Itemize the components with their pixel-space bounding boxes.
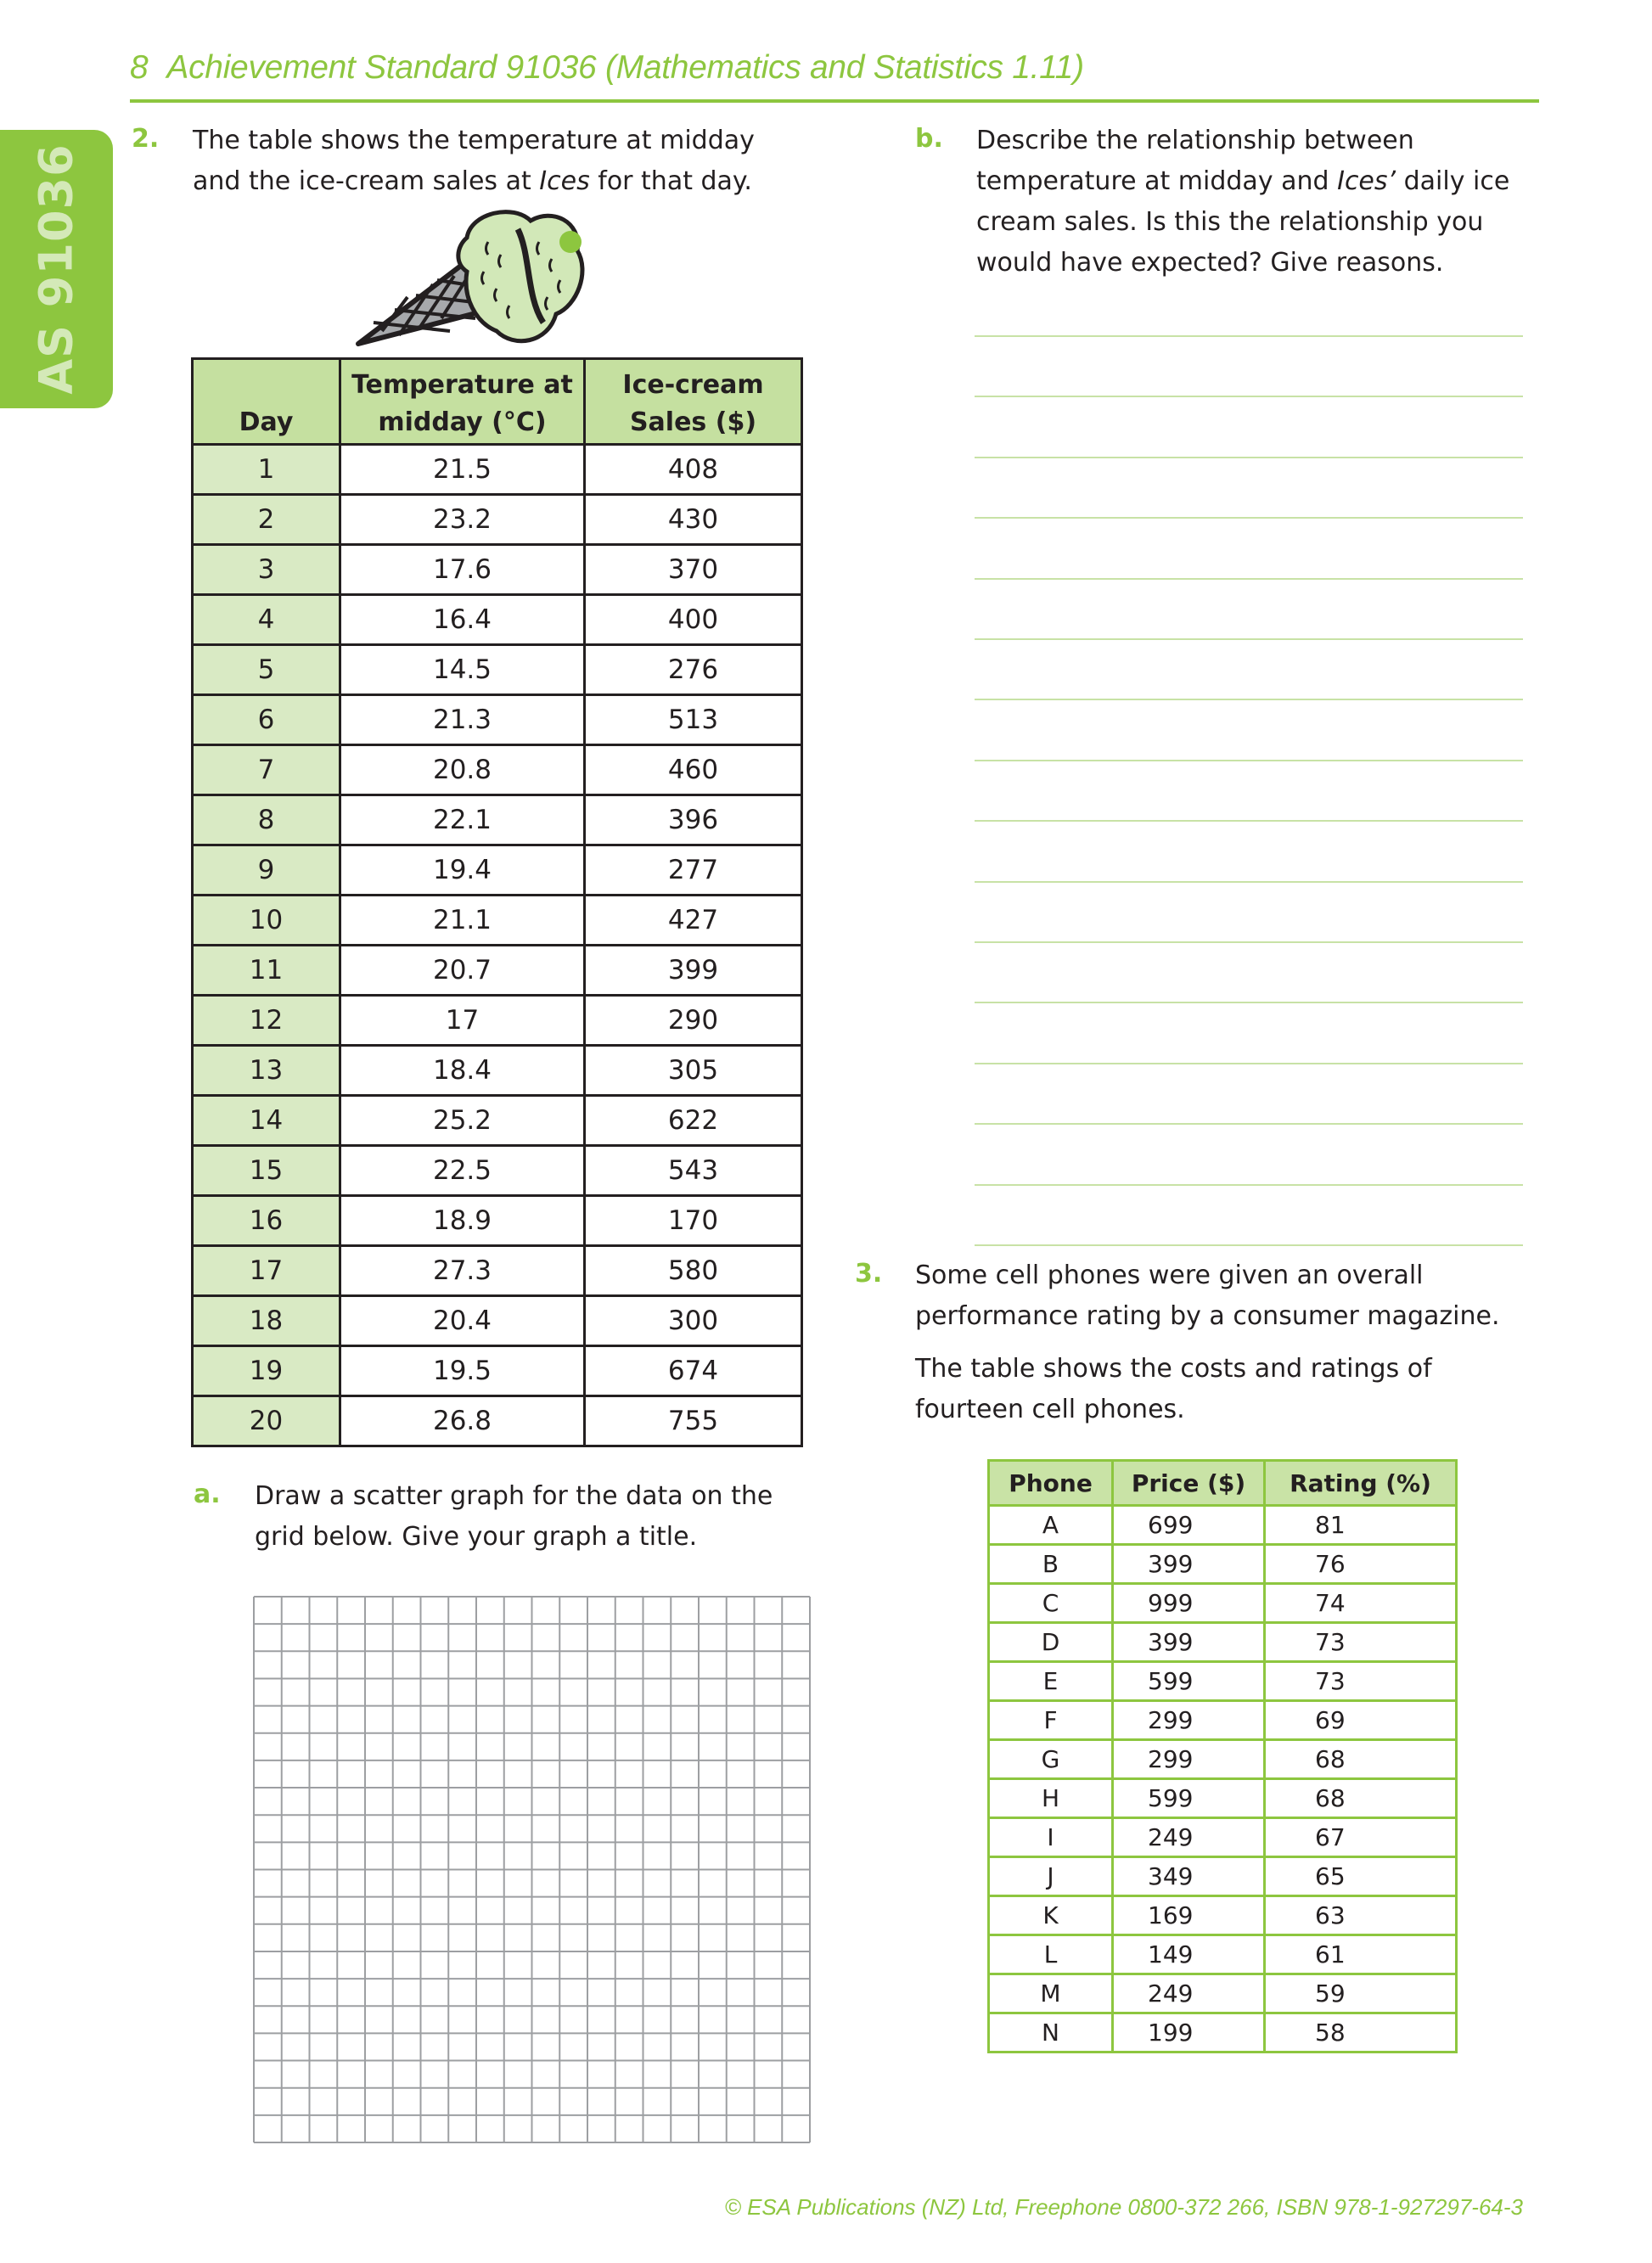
cell-temperature: 22.1 [340, 795, 585, 845]
answer-line[interactable] [975, 881, 1523, 883]
part-a-line-2: grid below. Give your graph a title. [255, 1522, 698, 1552]
cell-day: 14 [193, 1096, 340, 1146]
cell-day: 15 [193, 1146, 340, 1196]
cell-rating: 61 [1265, 1935, 1457, 1974]
cell-temperature: 25.2 [340, 1096, 585, 1146]
cell-day: 9 [193, 845, 340, 896]
cell-phone: I [989, 1818, 1113, 1857]
cell-phone: F [989, 1701, 1113, 1740]
part-b-line-3: cream sales. Is this the relationship you [976, 207, 1484, 237]
cell-price: 599 [1113, 1779, 1265, 1818]
header-day [193, 359, 340, 445]
cell-rating: 59 [1265, 1974, 1457, 2013]
cell-day: 11 [193, 946, 340, 996]
cell-temperature: 22.5 [340, 1146, 585, 1196]
cell-sales: 430 [585, 495, 802, 545]
cell-phone: E [989, 1662, 1113, 1701]
cell-temperature: 19.5 [340, 1346, 585, 1396]
cell-price: 399 [1113, 1545, 1265, 1584]
cell-day: 10 [193, 896, 340, 946]
answer-line[interactable] [975, 335, 1523, 337]
cell-price: 699 [1113, 1506, 1265, 1545]
table-row [193, 745, 802, 795]
cell-sales: 580 [585, 1246, 802, 1296]
table-row [193, 645, 802, 695]
table-row [193, 795, 802, 845]
cell-phone: B [989, 1545, 1113, 1584]
question-3-line-4: fourteen cell phones. [915, 1395, 1185, 1424]
cell-price: 599 [1113, 1662, 1265, 1701]
cell-phone: M [989, 1974, 1113, 2013]
table-row [193, 896, 802, 946]
question-3-line-1: Some cell phones were given an overall [915, 1261, 1424, 1290]
page-title: Achievement Standard 91036 (Mathematics and Statistics 1.11) [166, 49, 1084, 86]
graph-grid[interactable] [253, 1596, 811, 2143]
cell-phone: C [989, 1584, 1113, 1623]
table-row [193, 1146, 802, 1196]
answer-line[interactable] [975, 941, 1523, 943]
question-3-line-3: The table shows the costs and ratings of [915, 1354, 1432, 1384]
cell-phone: K [989, 1896, 1113, 1935]
table-row [193, 1196, 802, 1246]
cell-rating: 73 [1265, 1662, 1457, 1701]
cell-day: 19 [193, 1346, 340, 1396]
answer-line[interactable] [975, 1063, 1523, 1064]
cell-rating: 68 [1265, 1740, 1457, 1779]
side-tab [0, 130, 113, 408]
ices-italic: Ices’ [1337, 166, 1396, 196]
part-a-label: a. [194, 1480, 221, 1509]
cell-rating: 58 [1265, 2013, 1457, 2052]
question-2-line-2 [193, 161, 787, 202]
cell-price: 249 [1113, 1818, 1265, 1857]
table-row [989, 1584, 1457, 1623]
part-b-text [976, 121, 1554, 284]
table-row [989, 1857, 1457, 1896]
cell-day: 16 [193, 1196, 340, 1246]
cell-price: 169 [1113, 1896, 1265, 1935]
header-phone: Phone [989, 1461, 1113, 1506]
text-run: and the ice-cream sales at [193, 166, 540, 196]
cell-day: 8 [193, 795, 340, 845]
table-row [989, 1740, 1457, 1779]
answer-line[interactable] [975, 638, 1523, 640]
cell-temperature: 21.3 [340, 695, 585, 745]
answer-line[interactable] [975, 760, 1523, 761]
answer-line[interactable] [975, 1244, 1523, 1246]
table-row [989, 1545, 1457, 1584]
table-row [989, 2013, 1457, 2052]
ices-italic: Ices [539, 166, 590, 196]
cell-rating: 74 [1265, 1584, 1457, 1623]
cell-temperature: 17 [340, 996, 585, 1046]
cell-price: 299 [1113, 1740, 1265, 1779]
cell-day: 20 [193, 1396, 340, 1446]
header-rating: Rating (%) [1265, 1461, 1457, 1506]
cell-sales: 427 [585, 896, 802, 946]
cell-temperature: 18.9 [340, 1196, 585, 1246]
cell-sales: 755 [585, 1396, 802, 1446]
part-a-line-1: Draw a scatter graph for the data on the [255, 1481, 773, 1511]
cell-price: 149 [1113, 1935, 1265, 1974]
cell-temperature: 17.6 [340, 545, 585, 595]
cell-day: 4 [193, 595, 340, 645]
table-row [193, 1346, 802, 1396]
table-row [989, 1974, 1457, 2013]
table-header-row [989, 1461, 1457, 1506]
cell-day: 6 [193, 695, 340, 745]
part-b-line-4: would have expected? Give reasons. [976, 248, 1444, 278]
cell-day: 17 [193, 1246, 340, 1296]
footer-copyright: © ESA Publications (NZ) Ltd, Freephone 0800-372 266, ISBN 978-1-927297-64-3 [724, 2194, 1523, 2220]
cell-temperature: 23.2 [340, 495, 585, 545]
table-row [193, 695, 802, 745]
header-text: Sales ($) [629, 407, 757, 437]
cell-day: 2 [193, 495, 340, 545]
question-3-text [915, 1255, 1560, 1430]
cell-sales: 305 [585, 1046, 802, 1096]
question-2-line-1: The table shows the temperature at midday [193, 126, 755, 155]
cell-day: 13 [193, 1046, 340, 1096]
cell-day: 3 [193, 545, 340, 595]
cell-rating: 63 [1265, 1896, 1457, 1935]
table-row [193, 595, 802, 645]
table-row [193, 545, 802, 595]
answer-line[interactable] [975, 1002, 1523, 1003]
header-rule [130, 99, 1539, 103]
cell-sales: 408 [585, 445, 802, 495]
cell-phone: A [989, 1506, 1113, 1545]
part-a-text [255, 1476, 815, 1558]
cell-phone: G [989, 1740, 1113, 1779]
cell-rating: 68 [1265, 1779, 1457, 1818]
cell-phone: L [989, 1935, 1113, 1974]
ice-cream-cone-icon [348, 204, 594, 352]
cell-sales: 396 [585, 795, 802, 845]
text-run: temperature at midday and [976, 166, 1338, 196]
cell-rating: 76 [1265, 1545, 1457, 1584]
answer-line[interactable] [975, 1184, 1523, 1186]
header-text: midday (°C) [378, 407, 547, 437]
question-3-line-2: performance rating by a consumer magazine. [915, 1301, 1500, 1331]
table-row [989, 1935, 1457, 1974]
cell-price: 249 [1113, 1974, 1265, 2013]
cell-day: 7 [193, 745, 340, 795]
table-row [193, 946, 802, 996]
table-row [193, 445, 802, 495]
cell-price: 999 [1113, 1584, 1265, 1623]
table-row [989, 1662, 1457, 1701]
cell-day: 5 [193, 645, 340, 695]
answer-line[interactable] [975, 699, 1523, 700]
cell-rating: 65 [1265, 1857, 1457, 1896]
table-row [193, 1096, 802, 1146]
cell-day: 12 [193, 996, 340, 1046]
side-tab-label: AS 91036 [29, 143, 83, 395]
table-row [989, 1896, 1457, 1935]
cell-temperature: 20.7 [340, 946, 585, 996]
header-text: Temperature at [351, 370, 573, 400]
question-2-number: 2. [132, 124, 160, 154]
cell-sales: 674 [585, 1346, 802, 1396]
table-row [193, 495, 802, 545]
cell-temperature: 21.1 [340, 896, 585, 946]
page-number: 8 [130, 49, 149, 86]
answer-line[interactable] [975, 820, 1523, 822]
cell-sales: 543 [585, 1146, 802, 1196]
cell-price: 299 [1113, 1701, 1265, 1740]
part-b-label: b. [915, 124, 943, 154]
cell-sales: 170 [585, 1196, 802, 1246]
cell-sales: 300 [585, 1296, 802, 1346]
answer-line[interactable] [975, 1123, 1523, 1125]
cell-sales: 290 [585, 996, 802, 1046]
table-row [989, 1779, 1457, 1818]
cell-price: 199 [1113, 2013, 1265, 2052]
table-row [989, 1701, 1457, 1740]
temperature-sales-table [191, 357, 803, 1447]
cell-temperature: 27.3 [340, 1246, 585, 1296]
cell-sales: 399 [585, 946, 802, 996]
table-row [193, 845, 802, 896]
text-run: for that day. [589, 166, 752, 196]
part-b-line-1: Describe the relationship between [976, 126, 1414, 155]
header-text: Day [239, 407, 294, 437]
cell-day: 18 [193, 1296, 340, 1346]
question-3-number: 3. [855, 1259, 883, 1289]
cell-temperature: 18.4 [340, 1046, 585, 1096]
page-header [130, 49, 1539, 87]
cell-sales: 460 [585, 745, 802, 795]
cell-sales: 370 [585, 545, 802, 595]
cell-phone: N [989, 2013, 1113, 2052]
cell-sales: 513 [585, 695, 802, 745]
answer-line[interactable] [975, 396, 1523, 397]
cell-rating: 73 [1265, 1623, 1457, 1662]
cell-sales: 277 [585, 845, 802, 896]
table-row [989, 1506, 1457, 1545]
cell-temperature: 16.4 [340, 595, 585, 645]
answer-line[interactable] [975, 457, 1523, 458]
table-row [989, 1623, 1457, 1662]
cell-rating: 69 [1265, 1701, 1457, 1740]
answer-line[interactable] [975, 517, 1523, 519]
table-row [989, 1818, 1457, 1857]
cell-temperature: 20.4 [340, 1296, 585, 1346]
text-run: daily ice [1396, 166, 1510, 196]
table-row [193, 1296, 802, 1346]
cell-rating: 81 [1265, 1506, 1457, 1545]
answer-line[interactable] [975, 578, 1523, 580]
cell-sales: 400 [585, 595, 802, 645]
table-row [193, 1396, 802, 1446]
part-b-line-2 [976, 161, 1554, 202]
table-row [193, 996, 802, 1046]
cell-sales: 276 [585, 645, 802, 695]
cell-rating: 67 [1265, 1818, 1457, 1857]
table-row [193, 1046, 802, 1096]
phone-ratings-table [987, 1459, 1458, 2053]
cell-temperature: 19.4 [340, 845, 585, 896]
cell-phone: H [989, 1779, 1113, 1818]
cell-day: 1 [193, 445, 340, 495]
header-sales [585, 359, 802, 445]
cell-temperature: 21.5 [340, 445, 585, 495]
header-text: Ice-cream [622, 370, 764, 400]
cell-phone: J [989, 1857, 1113, 1896]
table-header-row [193, 359, 802, 445]
cell-temperature: 20.8 [340, 745, 585, 795]
question-2-text [193, 121, 787, 202]
cell-sales: 622 [585, 1096, 802, 1146]
cell-phone: D [989, 1623, 1113, 1662]
cell-price: 399 [1113, 1623, 1265, 1662]
cell-temperature: 14.5 [340, 645, 585, 695]
header-price: Price ($) [1113, 1461, 1265, 1506]
cell-temperature: 26.8 [340, 1396, 585, 1446]
cell-price: 349 [1113, 1857, 1265, 1896]
header-temperature [340, 359, 585, 445]
table-row [193, 1246, 802, 1296]
